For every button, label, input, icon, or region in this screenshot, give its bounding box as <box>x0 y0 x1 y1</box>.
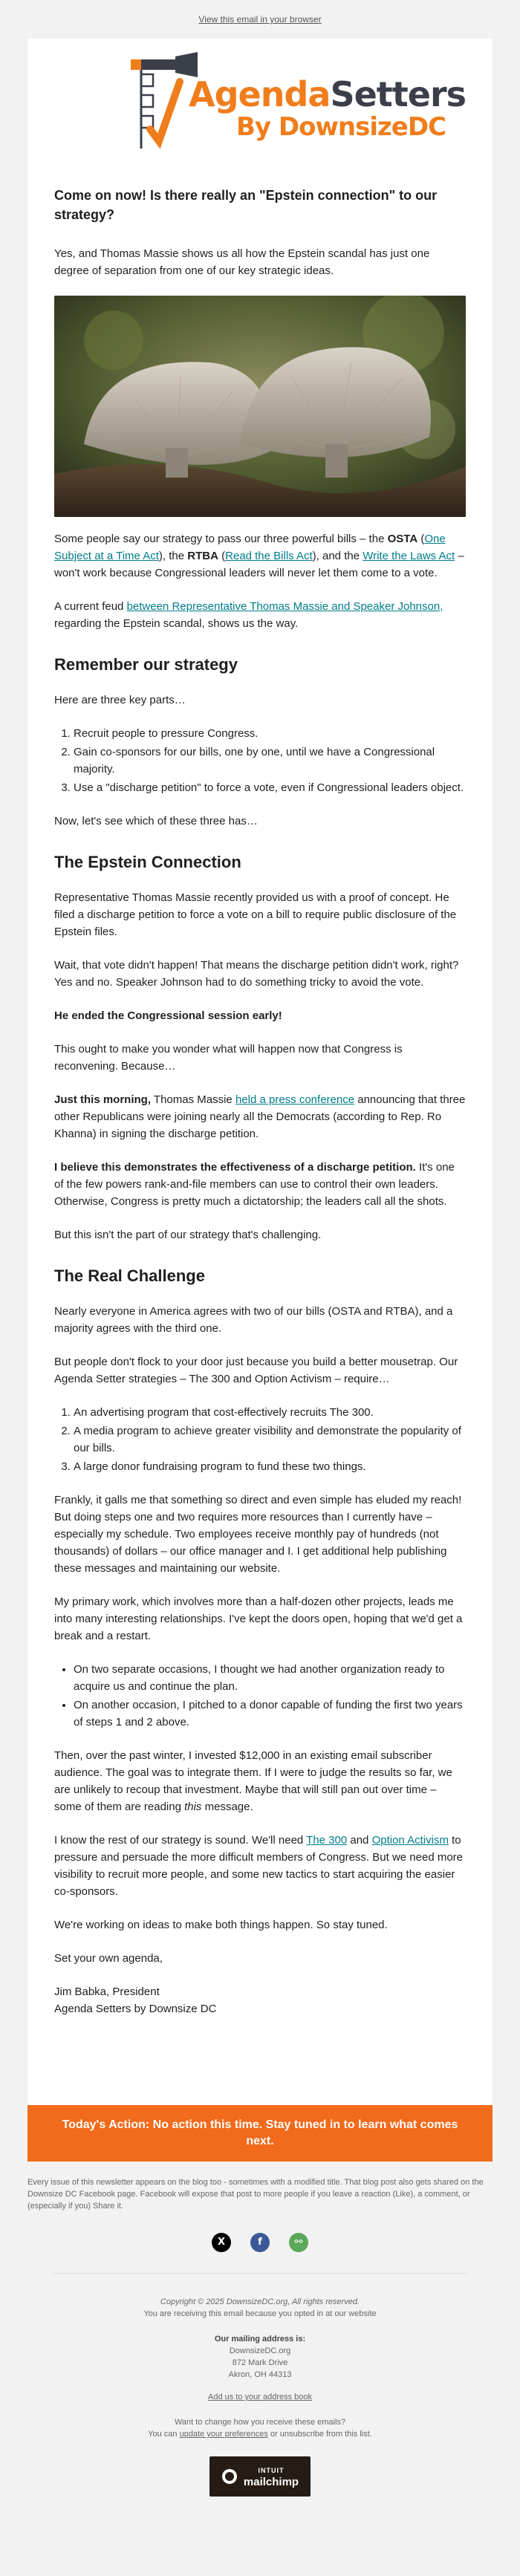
list-item: • On two separate occasions, I thought we had another organization ready to acquire us and continue the plan. <box>74 1661 466 1695</box>
footer <box>27 2162 493 2497</box>
epstein-p3: This ought to make you wonder what will happen now that Congress is reconvening. Because… <box>54 1043 403 1073</box>
epstein-p1: Representative Thomas Massie recently provided us with a proof of concept. He filed a discharge petition to force a vote on a bill to require public disclosure of the Epstein files. <box>54 891 457 938</box>
mailchimp-icon <box>221 2468 238 2485</box>
strategy-after: Now, let's see which of these three has… <box>54 815 258 827</box>
section-title-epstein: The Epstein Connection <box>54 853 241 871</box>
address-line: 872 Mark Drive <box>232 2358 288 2367</box>
epstein-bold <box>54 1007 466 1024</box>
strategy-lead: Here are three key parts… <box>54 694 186 706</box>
challenge-p1: Nearly everyone in America agrees with two of our bills (OSTA and RTBA), and a majority agrees with the third one. <box>54 1305 453 1335</box>
signature <box>54 1983 466 2017</box>
requirements-list <box>54 1404 466 1475</box>
list-item: • On another occasion, I pitched to a donor capable of funding the first two years of steps 1 and 2 above. <box>74 1697 466 1731</box>
signature-name: Jim Babka, President <box>54 1985 160 1998</box>
prefs-line: You can update your preferences or unsubscribe from this list. <box>148 2430 372 2439</box>
address-line: Akron, OH 44313 <box>228 2370 292 2379</box>
footer-blurb: Every issue of this newsletter appears on the blog too - sometimes with a modified title. That blog post also gets shared on the Downsize DC Facebook page. Facebook will expose that post to more people if you leave a reaction (Like), a comment, or (especially if you) Share it. <box>27 2178 484 2211</box>
epstein-p2: Wait, that vote didn't happen! That means the discharge petition didn't work, right? Yes and no. Speaker Johnson had to do something tricky to avoid the vote. <box>54 959 459 989</box>
signature-org: Agenda Setters by Downsize DC <box>54 2003 217 2015</box>
option-activism-link[interactable]: Option Activism <box>371 1834 449 1847</box>
challenge-p5: Then, over the past winter, I invested $12,000 in an existing email subscriber audience. The goal was to integrate them. If I were to judge the results so far, we are unlikely to recoup that investment. Maybe that will still pan out over time – some of them are reading this message. <box>54 1749 452 1813</box>
facebook-icon[interactable]: f <box>250 2233 270 2252</box>
update-preferences-link[interactable]: update your preferences <box>179 2430 268 2439</box>
preheader <box>0 0 520 39</box>
change-prefs-text: Want to change how you receive these emails? <box>174 2418 346 2427</box>
section-title-challenge: The Real Challenge <box>54 1266 205 1285</box>
occasions-list <box>54 1661 466 1731</box>
logo-word-agenda: Agenda <box>189 74 331 114</box>
copyright: Copyright © 2025 DownsizeDC.org, All rights reserved. <box>160 2297 360 2306</box>
mushroom-photo <box>54 296 466 517</box>
feud-link[interactable]: between Representative Thomas Massie and Speaker Johnson, <box>126 600 443 613</box>
epstein-p6: But this isn't the part of our strategy that's challenging. <box>54 1229 322 1241</box>
rtba-link[interactable]: Read the Bills Act <box>225 550 313 562</box>
todays-action-banner: Today's Action: No action this time. Stay tuned in to learn what comes next. <box>27 2105 493 2162</box>
epstein-p4: Just this morning, Thomas Massie held a press conference announcing that three other Republicans were joining nearly all the Democrats (according to Rep. Ro Khanna) in signing the discharge petition. <box>54 1093 466 1140</box>
sign-off: Set your own agenda, <box>54 1952 163 1965</box>
headline: Come on now! Is there really an "Epstein connection" to our strategy? <box>54 188 438 222</box>
list-item: 2. A media program to achieve greater visibility and demonstrate the popularity of our bills. <box>74 1422 466 1457</box>
view-in-browser-link[interactable]: View this email in your browser <box>198 14 322 25</box>
wtla-link[interactable]: Write the Laws Act <box>363 550 455 562</box>
list-item: 1. An advertising program that cost-effectively recruits The 300. <box>74 1404 466 1421</box>
challenge-p7: We're working on ideas to make both things happen. So stay tuned. <box>54 1919 388 1931</box>
challenge-p6: I know the rest of our strategy is sound. We'll need The 300 and Option Activism to pressure and persuade the more difficult members of Congress. But we need more visibility to recruit more people, and some new tactics to start acquiring the easier co-sponsors. <box>54 1834 464 1898</box>
logo-word-setters: Setters <box>330 74 467 114</box>
osta-label: OSTA <box>387 533 418 545</box>
rtba-label: RTBA <box>187 550 218 562</box>
feud-paragraph: A current feud between Representative Thomas Massie and Speaker Johnson, regarding the Epstein scandal, shows us the way. <box>54 600 443 630</box>
mailing-address-label: Our mailing address is: <box>214 2335 306 2344</box>
intro-paragraph: Yes, and Thomas Massie shows us all how the Epstein scandal has just one degree of separation from one of our key strategic ideas. <box>54 247 430 277</box>
mailchimp-intuit: INTUIT <box>258 2467 285 2474</box>
list-item: 3. Use a "discharge petition" to force a vote, even if Congressional leaders object. <box>74 779 466 796</box>
megaphone-checkbox-icon <box>104 52 201 163</box>
footer-legal <box>27 2296 493 2497</box>
challenge-p2: But people don't flock to your door just because you build a better mousetrap. Our Agenda Setter strategies – The 300 and Option Activism – require… <box>54 1356 458 1385</box>
email-body <box>27 39 493 2105</box>
opt-in-reason: You are receiving this email because you opted in at our website <box>143 2309 377 2318</box>
social-links <box>27 2233 493 2252</box>
add-to-address-book-link[interactable]: Add us to your address book <box>207 2393 313 2401</box>
osta-link[interactable]: One Subject at a Time Act <box>54 533 446 562</box>
strategy-list <box>54 725 466 796</box>
mailchimp-badge[interactable] <box>209 2456 311 2497</box>
press-conference-link[interactable]: held a press conference <box>235 1093 355 1106</box>
mushroom-illustration <box>54 296 466 517</box>
logo-area <box>54 39 466 177</box>
list-item: 3. A large donor fundraising program to fund these two things. <box>74 1458 466 1475</box>
website-link-icon[interactable]: ⚯ <box>289 2233 308 2252</box>
challenge-p3: Frankly, it galls me that something so direct and even simple has eluded my reach! But doing steps one and two requires more resources than I currently have – especially my schedule. Two employees receive monthly pay of hundreds (not thousands) of dollars – our office manager and I. I get additional help publishing these messages and maintaining our website. <box>54 1494 462 1575</box>
mailchimp-wordmark: mailchimp <box>243 2476 299 2488</box>
bills-paragraph: Some people say our strategy to pass our three powerful bills – the OSTA (One Subject at a Time Act), the RTBA (Read the Bills Act), and the Write the Laws Act – won't work because Congressional leaders will never let them come to a vote. <box>54 533 464 579</box>
epstein-p5: I believe this demonstrates the effectiveness of a discharge petition. It's one of the few powers rank-and-file members can use to control their own leaders. Otherwise, Congress is pretty much a dictatorship; the leaders call all the shots. <box>54 1161 455 1208</box>
list-item: 1. Recruit people to pressure Congress. <box>74 725 466 742</box>
address-line: DownsizeDC.org <box>229 2346 291 2355</box>
the-300-link[interactable]: The 300 <box>306 1834 348 1847</box>
agenda-setters-logo[interactable] <box>104 52 467 163</box>
logo-wordmark <box>189 74 467 142</box>
section-title-strategy: Remember our strategy <box>54 655 238 674</box>
x-icon[interactable]: X <box>212 2233 231 2252</box>
session-ended-text: He ended the Congressional session early! <box>54 1009 282 1022</box>
list-item: 2. Gain co-sponsors for our bills, one by one, until we have a Congressional majority. <box>74 744 466 778</box>
logo-byline: By DownsizeDC <box>236 112 446 142</box>
challenge-p4: My primary work, which involves more than a half-dozen other projects, leads me into many interesting relationships. I've kept the doors open, hoping that we'd get a break and a restart. <box>54 1596 463 1642</box>
footer-divider <box>52 2273 468 2274</box>
